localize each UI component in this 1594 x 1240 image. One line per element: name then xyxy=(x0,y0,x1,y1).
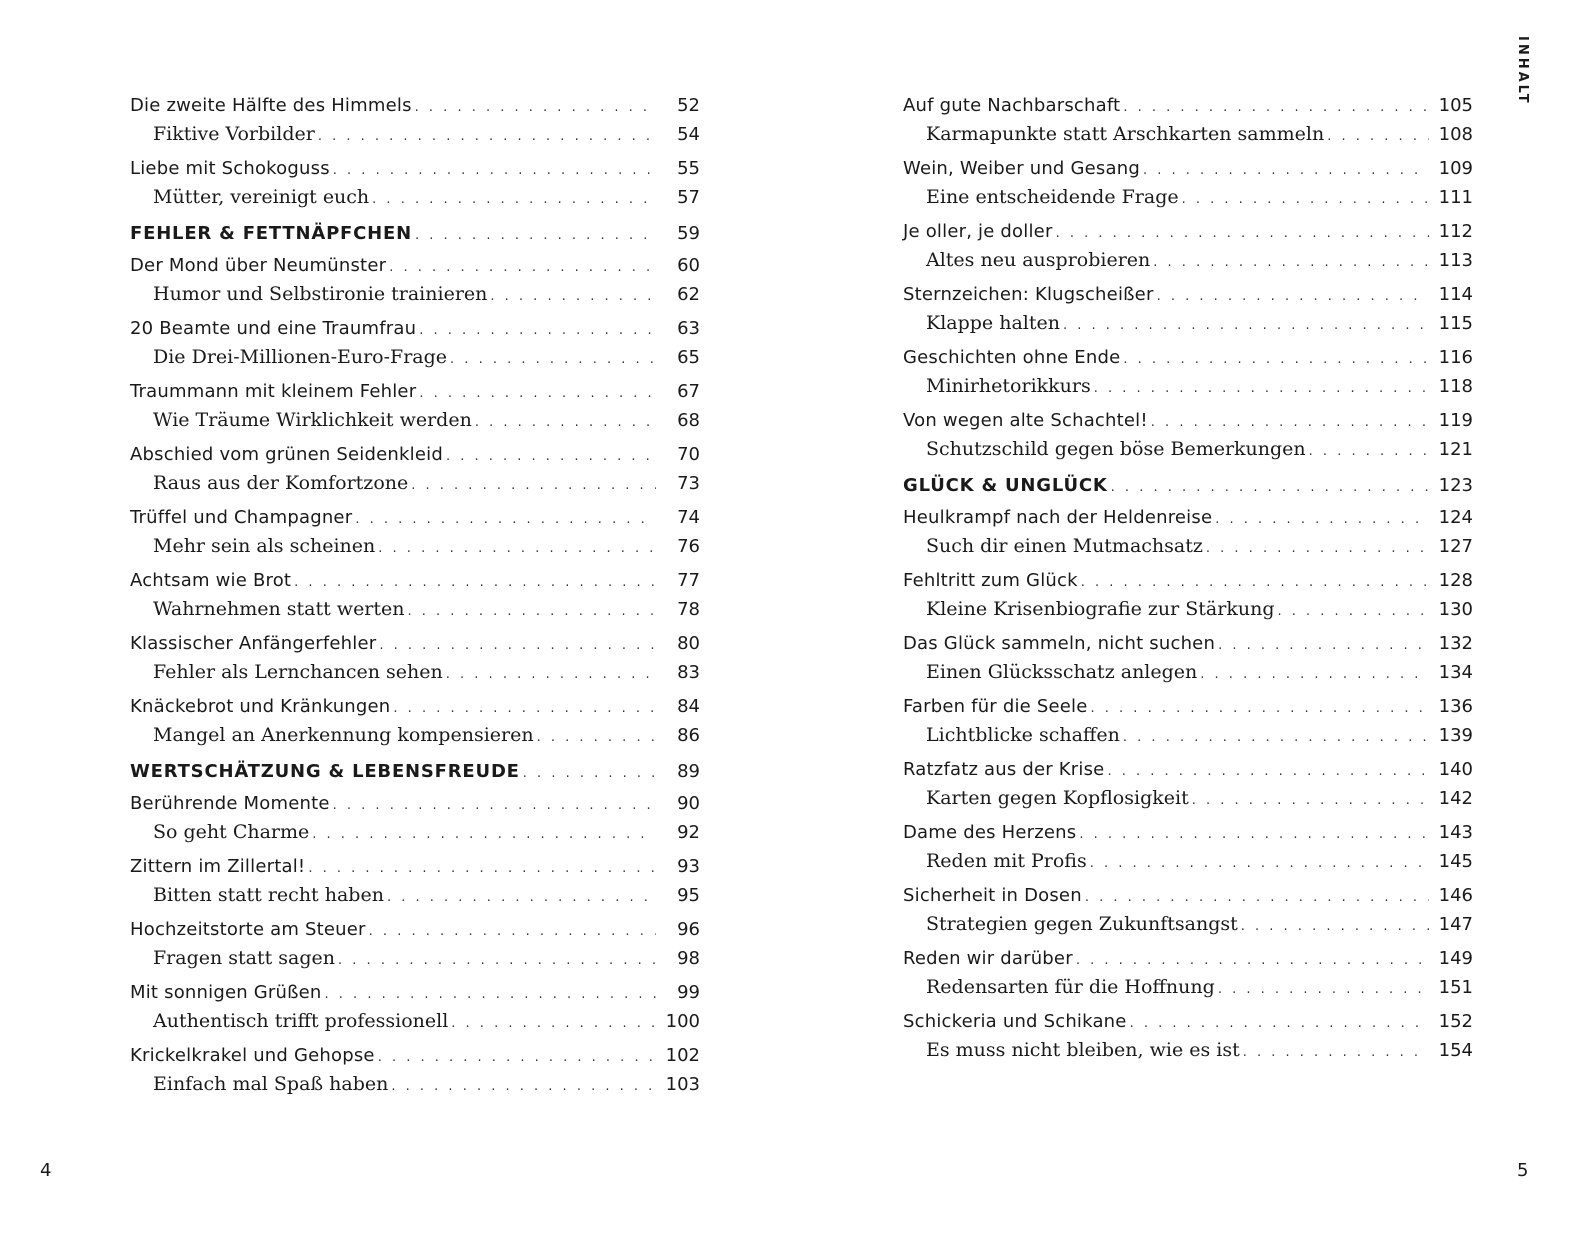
page-ref: 116 xyxy=(1438,347,1473,368)
entry-title: Altes neu ausprobieren xyxy=(926,249,1151,271)
toc-group xyxy=(130,916,700,972)
chapter-entry xyxy=(130,567,700,595)
page-ref: 103 xyxy=(665,1074,700,1095)
subchapter-entry xyxy=(130,1070,700,1098)
dot-leader xyxy=(1094,375,1429,403)
dot-leader xyxy=(419,317,656,345)
subchapter-entry xyxy=(903,658,1473,686)
chapter-entry xyxy=(903,819,1473,847)
dot-leader xyxy=(1056,220,1429,248)
dot-leader xyxy=(1182,186,1429,214)
page-ref: 140 xyxy=(1438,759,1473,780)
dot-leader xyxy=(446,443,656,471)
chapter-entry xyxy=(903,567,1473,595)
entry-title: Fragen statt sagen xyxy=(153,947,336,969)
dot-leader xyxy=(1091,695,1429,723)
chapter-entry xyxy=(903,344,1473,372)
toc-group xyxy=(903,218,1473,274)
entry-title: Krickelkrakel und Gehopse xyxy=(130,1045,375,1066)
page-ref: 86 xyxy=(677,725,700,746)
page-ref: 54 xyxy=(677,124,700,145)
toc-group xyxy=(130,693,700,749)
entry-title: Ratzfatz aus der Krise xyxy=(903,759,1105,780)
page-ref: 121 xyxy=(1438,439,1473,460)
toc-group xyxy=(903,945,1473,1001)
subchapter-entry xyxy=(903,372,1473,400)
chapter-entry xyxy=(130,979,700,1007)
dot-leader xyxy=(450,346,656,374)
toc-group xyxy=(130,504,700,560)
page-ref: 74 xyxy=(677,507,700,528)
entry-title: Dame des Herzens xyxy=(903,822,1077,843)
page-ref: 115 xyxy=(1438,313,1473,334)
dot-leader xyxy=(1085,884,1429,912)
dot-leader xyxy=(1309,438,1429,466)
page-ref: 134 xyxy=(1438,662,1473,683)
dot-leader xyxy=(415,220,656,252)
page-ref: 147 xyxy=(1438,914,1473,935)
dot-leader xyxy=(1153,249,1429,277)
page-ref: 145 xyxy=(1438,851,1473,872)
entry-title: Raus aus der Komfortzone xyxy=(153,472,409,494)
entry-title: Kleine Krisenbiografie zur Stärkung xyxy=(926,598,1275,620)
subchapter-entry xyxy=(903,784,1473,812)
dot-leader xyxy=(372,186,656,214)
entry-title: Bitten statt recht haben xyxy=(153,884,384,906)
chapter-entry xyxy=(130,441,700,469)
dot-leader xyxy=(411,472,656,500)
chapter-entry xyxy=(130,693,700,721)
entry-title: Reden mit Profis xyxy=(926,850,1087,872)
dot-leader xyxy=(308,855,656,883)
entry-title: So geht Charme xyxy=(153,821,310,843)
page-ref: 90 xyxy=(677,793,700,814)
chapter-entry xyxy=(130,155,700,183)
entry-title: Mit sonnigen Grüßen xyxy=(130,982,322,1003)
chapter-entry xyxy=(903,155,1473,183)
entry-title: Fehltritt zum Glück xyxy=(903,570,1078,591)
dot-leader xyxy=(1076,947,1429,975)
entry-title: Der Mond über Neumünster xyxy=(130,255,387,276)
subchapter-entry xyxy=(130,1007,700,1035)
entry-title: Klassischer Anfängerfehler xyxy=(130,633,377,654)
subchapter-entry xyxy=(903,847,1473,875)
dot-leader xyxy=(1081,569,1429,597)
entry-title: Lichtblicke schaffen xyxy=(926,724,1120,746)
entry-title: Humor und Selbstironie trainieren xyxy=(153,283,488,305)
toc-right-column xyxy=(903,92,1473,1071)
chapter-entry xyxy=(903,945,1473,973)
dot-leader xyxy=(355,506,656,534)
page-number-left: 4 xyxy=(40,1160,52,1181)
subchapter-entry xyxy=(130,469,700,497)
dot-leader xyxy=(1327,123,1429,151)
entry-title: Liebe mit Schokoguss xyxy=(130,158,330,179)
dot-leader xyxy=(387,884,656,912)
page-ref: 95 xyxy=(677,885,700,906)
page-ref: 70 xyxy=(677,444,700,465)
page-ref: 96 xyxy=(677,919,700,940)
dot-leader xyxy=(475,409,656,437)
page-ref: 78 xyxy=(677,599,700,620)
entry-title: FEHLER & FETTNÄPFCHEN xyxy=(130,223,412,244)
toc-group xyxy=(130,315,700,371)
entry-title: Reden wir darüber xyxy=(903,948,1073,969)
chapter-entry xyxy=(130,1042,700,1070)
page-ref: 102 xyxy=(665,1045,700,1066)
entry-title: Fehler als Lernchancen sehen xyxy=(153,661,443,683)
page-ref: 127 xyxy=(1438,536,1473,557)
subchapter-entry xyxy=(903,435,1473,463)
page-ref: 111 xyxy=(1438,187,1473,208)
dot-leader xyxy=(378,1044,656,1072)
entry-title: Trüffel und Champagner xyxy=(130,507,353,528)
chapter-entry xyxy=(903,504,1473,532)
entry-title: Berührende Momente xyxy=(130,793,330,814)
page-ref: 128 xyxy=(1438,570,1473,591)
dot-leader xyxy=(325,981,656,1009)
page-ref: 112 xyxy=(1438,221,1473,242)
page-ref: 89 xyxy=(677,761,700,782)
entry-title: Mangel an Anerkennung kompensieren xyxy=(153,724,534,746)
entry-title: WERTSCHÄTZUNG & LEBENSFREUDE xyxy=(130,761,520,782)
page-ref: 132 xyxy=(1438,633,1473,654)
dot-leader xyxy=(1143,157,1429,185)
toc-group xyxy=(130,1042,700,1098)
dot-leader xyxy=(378,535,656,563)
entry-title: Es muss nicht bleiben, wie es ist xyxy=(926,1039,1240,1061)
entry-title: Hochzeitstorte am Steuer xyxy=(130,919,366,940)
chapter-entry xyxy=(903,92,1473,120)
dot-leader xyxy=(1123,94,1429,122)
toc-group xyxy=(903,1008,1473,1064)
toc-group xyxy=(903,693,1473,749)
toc-group xyxy=(903,344,1473,400)
page-ref: 73 xyxy=(677,473,700,494)
entry-title: Authentisch trifft professionell xyxy=(153,1010,449,1032)
page-ref: 92 xyxy=(677,822,700,843)
page-ref: 136 xyxy=(1438,696,1473,717)
entry-title: Schutzschild gegen böse Bemerkungen xyxy=(926,438,1306,460)
dot-leader xyxy=(1079,821,1429,849)
page-ref: 65 xyxy=(677,347,700,368)
entry-title: Eine entscheidende Frage xyxy=(926,186,1179,208)
subchapter-entry xyxy=(130,818,700,846)
chapter-entry xyxy=(903,693,1473,721)
entry-title: Heulkrampf nach der Heldenreise xyxy=(903,507,1213,528)
page-ref: 113 xyxy=(1438,250,1473,271)
dot-leader xyxy=(1241,913,1429,941)
subchapter-entry xyxy=(130,280,700,308)
entry-title: Farben für die Seele xyxy=(903,696,1088,717)
entry-title: Klappe halten xyxy=(926,312,1060,334)
toc-group xyxy=(903,281,1473,337)
chapter-entry xyxy=(130,504,700,532)
page-ref: 123 xyxy=(1438,475,1473,496)
entry-title: Geschichten ohne Ende xyxy=(903,347,1121,368)
chapter-entry xyxy=(130,92,700,120)
dot-leader xyxy=(1218,632,1429,660)
dot-leader xyxy=(379,632,656,660)
dot-leader xyxy=(1123,346,1429,374)
toc-group xyxy=(903,92,1473,148)
dot-leader xyxy=(393,695,656,723)
entry-title: Wahrnehmen statt werten xyxy=(153,598,405,620)
page-ref: 68 xyxy=(677,410,700,431)
dot-leader xyxy=(333,157,656,185)
subchapter-entry xyxy=(130,406,700,434)
page-ref: 130 xyxy=(1438,599,1473,620)
dot-leader xyxy=(1151,409,1429,437)
toc-group xyxy=(130,853,700,909)
section-heading xyxy=(903,470,1473,502)
entry-title: Achtsam wie Brot xyxy=(130,570,292,591)
dot-leader xyxy=(1243,1039,1429,1067)
chapter-entry xyxy=(903,1008,1473,1036)
dot-leader xyxy=(419,380,656,408)
page-ref: 84 xyxy=(677,696,700,717)
page-ref: 143 xyxy=(1438,822,1473,843)
page-ref: 154 xyxy=(1438,1040,1473,1061)
dot-leader xyxy=(415,94,656,122)
dot-leader xyxy=(1123,724,1429,752)
subchapter-entry xyxy=(903,973,1473,1001)
page-ref: 146 xyxy=(1438,885,1473,906)
chapter-entry xyxy=(130,378,700,406)
entry-title: Knäckebrot und Kränkungen xyxy=(130,696,391,717)
section-heading xyxy=(130,756,700,788)
subchapter-entry xyxy=(130,944,700,972)
dot-leader xyxy=(1200,661,1429,689)
dot-leader xyxy=(1107,758,1429,786)
entry-title: Einen Glücksschatz anlegen xyxy=(926,661,1198,683)
dot-leader xyxy=(1192,787,1429,815)
dot-leader xyxy=(490,283,656,311)
entry-title: Von wegen alte Schachtel! xyxy=(903,410,1148,431)
chapter-entry xyxy=(130,315,700,343)
page-ref: 77 xyxy=(677,570,700,591)
entry-title: Sicherheit in Dosen xyxy=(903,885,1082,906)
subchapter-entry xyxy=(903,1036,1473,1064)
subchapter-entry xyxy=(130,721,700,749)
toc-group xyxy=(130,378,700,434)
chapter-entry xyxy=(130,853,700,881)
chapter-entry xyxy=(903,218,1473,246)
subchapter-entry xyxy=(903,595,1473,623)
entry-title: Die Drei-Millionen-Euro-Frage xyxy=(153,346,448,368)
dot-leader xyxy=(389,254,656,282)
chapter-entry xyxy=(903,407,1473,435)
page-ref: 80 xyxy=(677,633,700,654)
dot-leader xyxy=(1278,598,1430,626)
toc-group xyxy=(130,155,700,211)
dot-leader xyxy=(391,1073,656,1101)
chapter-entry xyxy=(903,882,1473,910)
entry-title: Zittern im Zillertal! xyxy=(130,856,306,877)
subchapter-entry xyxy=(903,309,1473,337)
entry-title: Je oller, je doller xyxy=(903,221,1053,242)
entry-title: 20 Beamte und eine Traumfrau xyxy=(130,318,417,339)
section-heading xyxy=(130,218,700,250)
entry-title: Schickeria und Schikane xyxy=(903,1011,1127,1032)
entry-title: Strategien gegen Zukunftsangst xyxy=(926,913,1238,935)
page-ref: 142 xyxy=(1438,788,1473,809)
page-ref: 52 xyxy=(677,95,700,116)
entry-title: Das Glück sammeln, nicht suchen xyxy=(903,633,1216,654)
page-ref: 83 xyxy=(677,662,700,683)
toc-group xyxy=(903,630,1473,686)
chapter-entry xyxy=(130,252,700,280)
entry-title: Mehr sein als scheinen xyxy=(153,535,376,557)
page-ref: 98 xyxy=(677,948,700,969)
page-ref: 76 xyxy=(677,536,700,557)
dot-leader xyxy=(451,1010,656,1038)
dot-leader xyxy=(294,569,656,597)
chapter-entry xyxy=(130,790,700,818)
entry-title: Traummann mit kleinem Fehler xyxy=(130,381,417,402)
subchapter-entry xyxy=(903,183,1473,211)
page-ref: 100 xyxy=(665,1011,700,1032)
dot-leader xyxy=(523,758,656,790)
dot-leader xyxy=(338,947,656,975)
dot-leader xyxy=(537,724,656,752)
entry-title: GLÜCK & UNGLÜCK xyxy=(903,475,1108,496)
toc-group xyxy=(130,979,700,1035)
entry-title: Abschied vom grünen Seidenkleid xyxy=(130,444,443,465)
page-ref: 119 xyxy=(1438,410,1473,431)
toc-group xyxy=(903,407,1473,463)
subchapter-entry xyxy=(130,532,700,560)
chapter-entry xyxy=(903,756,1473,784)
dot-leader xyxy=(1218,976,1429,1004)
page-ref: 124 xyxy=(1438,507,1473,528)
page-ref: 93 xyxy=(677,856,700,877)
toc-group xyxy=(903,756,1473,812)
dot-leader xyxy=(1130,1010,1429,1038)
dot-leader xyxy=(1063,312,1429,340)
subchapter-entry xyxy=(903,246,1473,274)
entry-title: Wein, Weiber und Gesang xyxy=(903,158,1140,179)
entry-title: Die zweite Hälfte des Himmels xyxy=(130,95,412,116)
page-ref: 99 xyxy=(677,982,700,1003)
page-ref: 109 xyxy=(1438,158,1473,179)
subchapter-entry xyxy=(903,120,1473,148)
page-number-right: 5 xyxy=(1517,1160,1529,1181)
toc-group xyxy=(903,819,1473,875)
entry-title: Auf gute Nachbarschaft xyxy=(903,95,1121,116)
toc-group xyxy=(130,252,700,308)
entry-title: Mütter, vereinigt euch xyxy=(153,186,370,208)
page-ref: 63 xyxy=(677,318,700,339)
entry-title: Sternzeichen: Klugscheißer xyxy=(903,284,1154,305)
subchapter-entry xyxy=(903,721,1473,749)
subchapter-entry xyxy=(130,595,700,623)
toc-group xyxy=(903,567,1473,623)
toc-group xyxy=(130,441,700,497)
page-ref: 62 xyxy=(677,284,700,305)
dot-leader xyxy=(312,821,656,849)
dot-leader xyxy=(369,918,656,946)
running-head: INHALT xyxy=(1515,36,1530,106)
dot-leader xyxy=(1215,506,1429,534)
subchapter-entry xyxy=(130,343,700,371)
page-ref: 67 xyxy=(677,381,700,402)
subchapter-entry xyxy=(130,658,700,686)
entry-title: Fiktive Vorbilder xyxy=(153,123,315,145)
toc-group xyxy=(903,504,1473,560)
dot-leader xyxy=(318,123,656,151)
chapter-entry xyxy=(903,281,1473,309)
dot-leader xyxy=(1111,472,1429,504)
page-ref: 55 xyxy=(677,158,700,179)
page-ref: 149 xyxy=(1438,948,1473,969)
toc-group xyxy=(130,790,700,846)
dot-leader xyxy=(333,792,656,820)
page-ref: 118 xyxy=(1438,376,1473,397)
entry-title: Minirhetorikkurs xyxy=(926,375,1091,397)
toc-group xyxy=(903,155,1473,211)
page-ref: 108 xyxy=(1438,124,1473,145)
dot-leader xyxy=(408,598,656,626)
page-ref: 152 xyxy=(1438,1011,1473,1032)
entry-title: Wie Träume Wirklichkeit werden xyxy=(153,409,472,431)
toc-group xyxy=(130,92,700,148)
subchapter-entry xyxy=(903,532,1473,560)
entry-title: Redensarten für die Hoffnung xyxy=(926,976,1215,998)
page-ref: 59 xyxy=(677,223,700,244)
dot-leader xyxy=(1157,283,1429,311)
toc-group xyxy=(903,882,1473,938)
entry-title: Karmapunkte statt Arschkarten sammeln xyxy=(926,123,1325,145)
subchapter-entry xyxy=(130,183,700,211)
dot-leader xyxy=(1206,535,1429,563)
subchapter-entry xyxy=(903,910,1473,938)
chapter-entry xyxy=(130,630,700,658)
page-ref: 105 xyxy=(1438,95,1473,116)
subchapter-entry xyxy=(130,120,700,148)
toc-left-column xyxy=(130,92,700,1105)
entry-title: Einfach mal Spaß haben xyxy=(153,1073,389,1095)
chapter-entry xyxy=(130,916,700,944)
page-ref: 60 xyxy=(677,255,700,276)
page-ref: 114 xyxy=(1438,284,1473,305)
toc-group xyxy=(130,567,700,623)
page-ref: 151 xyxy=(1438,977,1473,998)
page-ref: 57 xyxy=(677,187,700,208)
toc-group xyxy=(130,630,700,686)
entry-title: Such dir einen Mutmachsatz xyxy=(926,535,1203,557)
page-ref: 139 xyxy=(1438,725,1473,746)
subchapter-entry xyxy=(130,881,700,909)
dot-leader xyxy=(446,661,656,689)
dot-leader xyxy=(1090,850,1429,878)
chapter-entry xyxy=(903,630,1473,658)
entry-title: Karten gegen Kopflosigkeit xyxy=(926,787,1189,809)
